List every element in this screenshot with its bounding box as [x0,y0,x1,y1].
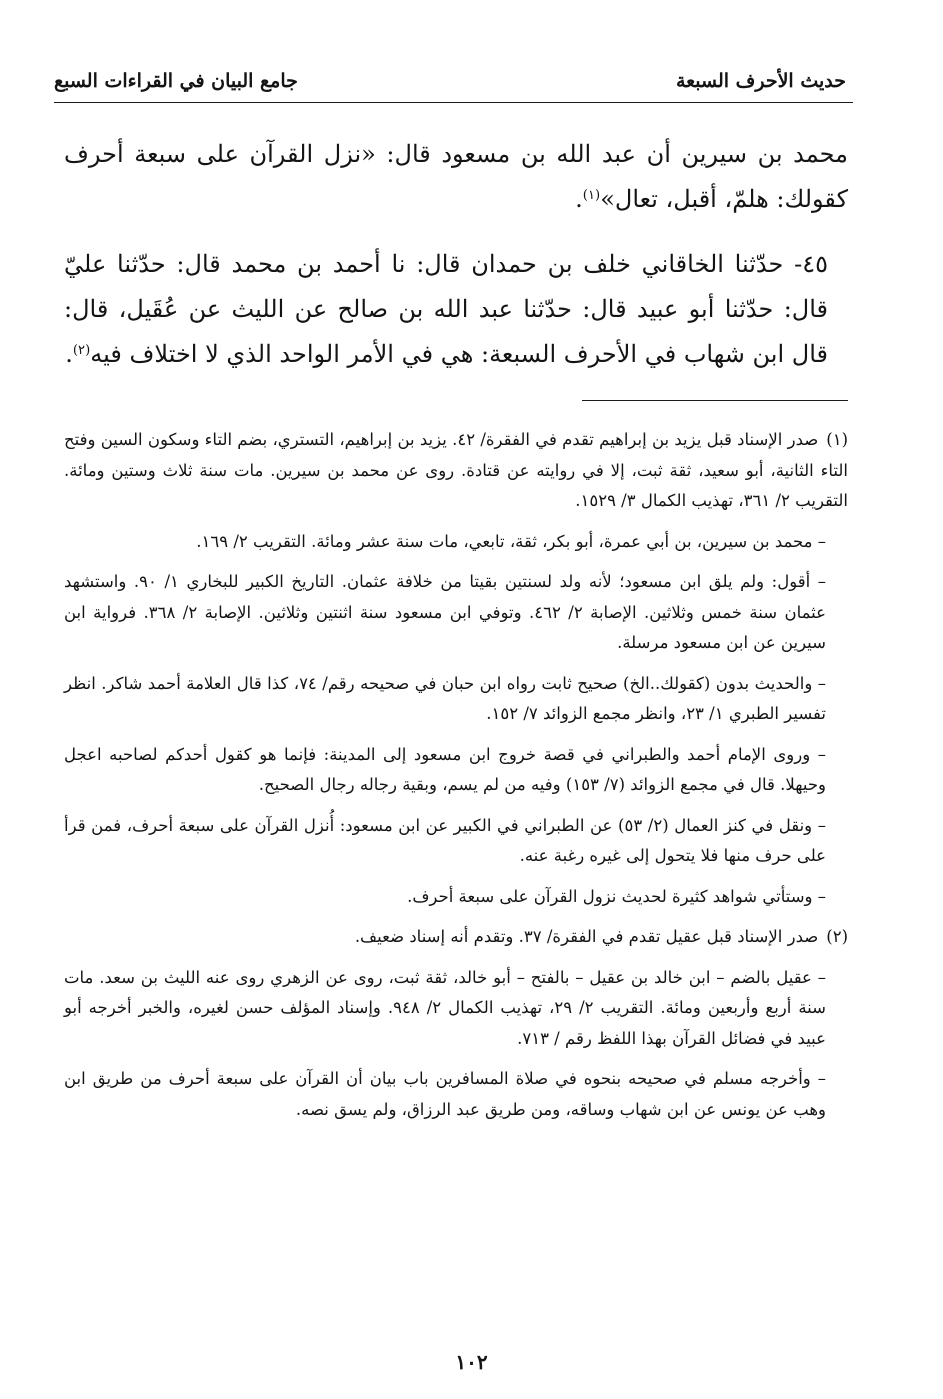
main-paragraph-45-end: . [65,340,73,368]
footnote-2-para: – وأخرجه مسلم في صحيحه بنحوه في صلاة المسافرين باب بيان أن القرآن على سبعة أحرف من طريق ابن وهب عن يونس عن ابن شهاب وساقه، ومن طريق عبد الرزاق، ولم يسق نصه. [64,1069,826,1119]
header-rule [54,102,853,103]
main-paragraph-1-text: محمد بن سيرين أن عبد الله بن مسعود قال: «نزل القرآن على سبعة أحرف كقولك: هلمّ، أقبل، تعال» [64,140,848,213]
page-number: ١٠٢ [455,1350,488,1374]
footnote-1-para: – وروى الإمام أحمد والطبراني في قصة خروج ابن مسعود إلى المدينة: فإنما هو كقول أحدكم لصاحبه اعجل وحيهلا. قال في مجمع الزوائد (٧/ ١٥٣) وفيه من لم يسم، وبقية رجاله رجال الصحيح. [64,744,826,794]
footnote-1-para: – ونقل في كنز العمال (٢/ ٥٣) عن الطبراني في الكبير عن ابن مسعود: أُنزل القرآن على سبعة أحرف، فمن قرأ على حرف منها فلا يتحول إلى غيره رغبة عنه. [64,815,826,865]
main-paragraph-45-text: ٤٥- حدّثنا الخاقاني خلف بن حمدان قال: نا أحمد بن محمد قال: حدّثنا عليّ قال: حدّثنا أبو عبيد قال: حدّثنا عبد الله بن صالح عن الليث عن عُقَيل، قال: قال ابن شهاب في الأحرف السبعة: هي في الأمر الواحد الذي لا اختلاف فيه [64,250,828,368]
footnote-2 [64,922,848,953]
footnote-1-text: صدر الإسناد قبل يزيد بن إبراهيم تقدم في الفقرة/ ٤٢. يزيد بن إبراهيم، التستري، بضم التاء وسكون السين وفتح التاء الثانية، أبو سعيد، ثقة ثبت، إلا في روايته عن قتادة. روى عن محمد بن سيرين. مات سنة ثلاث وستين ومائة. التقريب ٢/ ٣٦١، تهذيب الكمال ٣/ ١٥٢٩. [64,430,848,510]
main-paragraph-1 [64,132,848,222]
footnote-2-text: صدر الإسناد قبل عقيل تقدم في الفقرة/ ٣٧. وتقدم أنه إسناد ضعيف. [354,927,819,946]
footnote-1-para: – أقول: ولم يلق ابن مسعود؛ لأنه ولد لسنتين بقيتا من خلافة عثمان. التاريخ الكبير للبخاري ١/ ٩٠. واستشهد عثمان سنة خمس وثلاثين. الإصابة ٢/ ٤٦٢. وتوفي ابن مسعود سنة اثنتين وثلاثين. الإصابة ٢/ ٣٦٨. فرواية ابن سيرين عن ابن مسعود مرسلة. [64,572,826,652]
footnote-1-para: – محمد بن سيرين، بن أبي عمرة، أبو بكر، ثقة، تابعي، مات سنة عشر ومائة. التقريب ٢/ ١٦٩. [196,531,826,551]
footnote-ref-1: (١) [582,188,601,204]
footnotes [64,425,848,1135]
footnote-separator [582,400,848,401]
footnote-ref-2: (٢) [72,343,91,359]
footnote-1 [64,425,848,517]
main-text [64,132,848,397]
running-head-chapter: حديث الأحرف السبعة [675,70,846,92]
footnote-2-number: (٢) [826,927,848,946]
footnote-1-para: – وستأتي شواهد كثيرة لحديث نزول القرآن على سبعة أحرف. [407,886,826,906]
footnote-1-para: – والحديث بدون (كقولك..الخ) صحيح ثابت رواه ابن حبان في صحيحه رقم/ ٧٤، كذا قال العلامة أحمد شاكر. انظر تفسير الطبري ١/ ٢٣، وانظر مجمع الزوائد ٧/ ١٥٢. [64,673,826,723]
footnote-2-para: – عقيل بالضم – ابن خالد بن عقيل – بالفتح – أبو خالد، ثقة ثبت، روى عن الزهري روى عنه الليث بن سعد. مات سنة أربع وأربعين ومائة. التقريب ٢/ ٢٩، تهذيب الكمال ٢/ ٩٤٨. وإسناد المؤلف حسن لغيره، والخبر أخرجه أبو عبيد في فضائل القرآن بهذا اللفظ رقم / ٧١٣. [64,967,826,1048]
main-paragraph-45 [64,242,848,377]
footnote-1-number: (١) [826,430,849,449]
main-paragraph-1-end: . [575,185,583,213]
running-head-book-title: جامع البيان في القراءات السبع [54,70,298,92]
